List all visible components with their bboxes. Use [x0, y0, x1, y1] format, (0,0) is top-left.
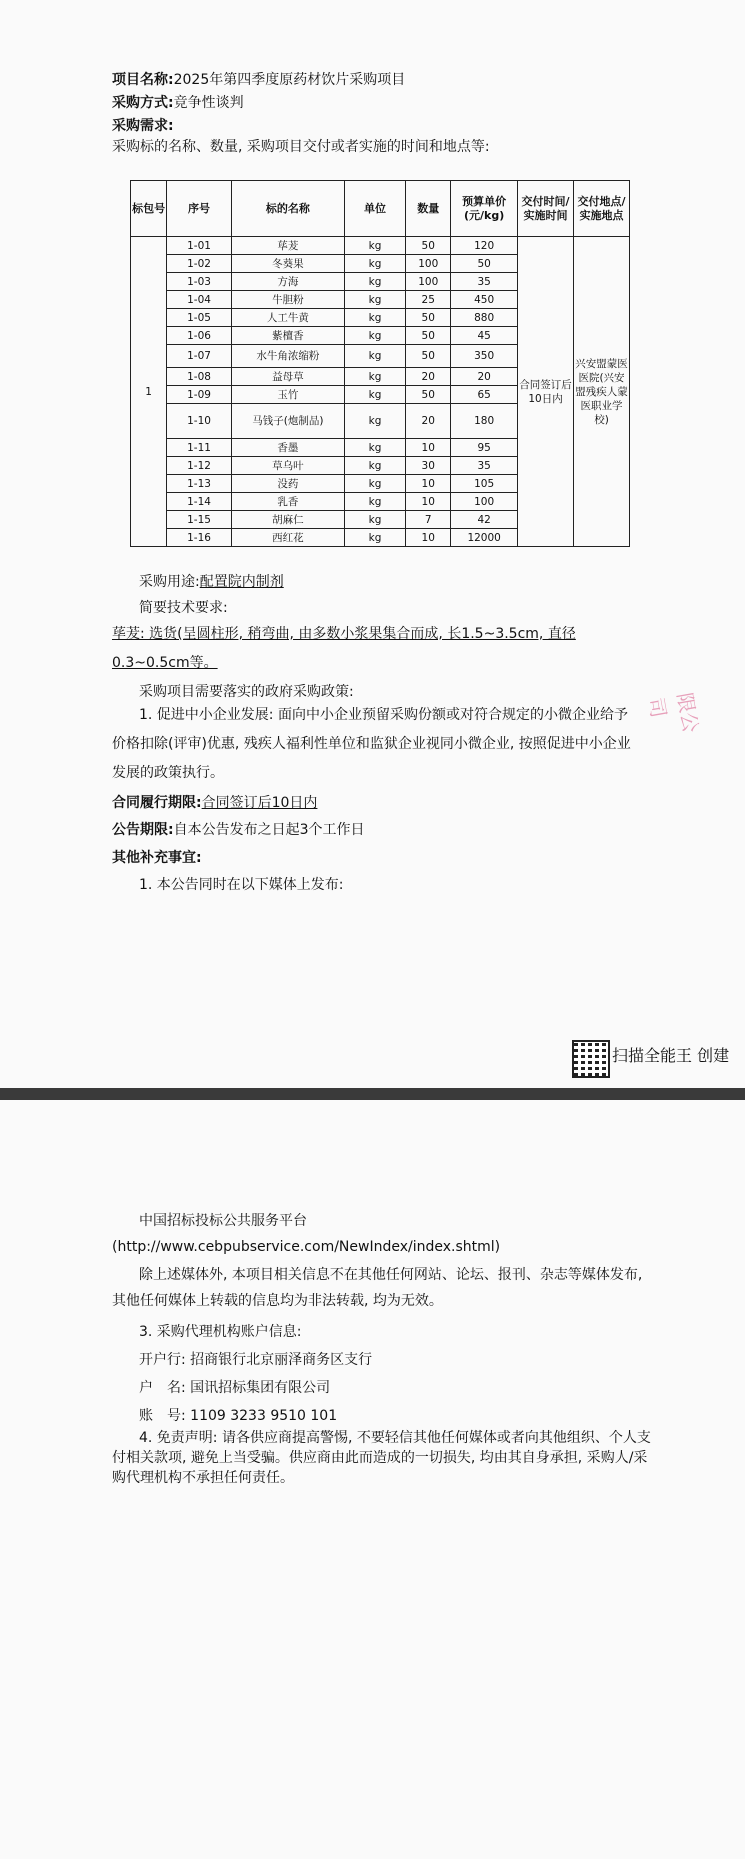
row-qty: 20: [406, 404, 451, 439]
row-price: 45: [451, 327, 518, 345]
row-name: 马钱子(炮制品): [231, 404, 344, 439]
th-no: 序号: [167, 181, 232, 237]
row-name: 没药: [231, 475, 344, 493]
page-separator: [0, 1088, 745, 1100]
row-no: 1-13: [167, 475, 232, 493]
notice-line: [112, 820, 365, 840]
row-unit: kg: [344, 368, 405, 386]
media-note: 除上述媒体外, 本项目相关信息不在其他任何网站、论坛、报刊、杂志等媒体发布, 其他任何媒体上转载的信息均为非法转载, 均为无效。: [112, 1267, 643, 1309]
method-label: 采购方式:: [112, 95, 174, 111]
row-price: 350: [451, 345, 518, 368]
row-qty: 50: [406, 309, 451, 327]
row-no: 1-07: [167, 345, 232, 368]
row-qty: 20: [406, 368, 451, 386]
row-no: 1-15: [167, 511, 232, 529]
row-unit: kg: [344, 386, 405, 404]
row-unit: kg: [344, 457, 405, 475]
usage: 配置院内制剂: [199, 574, 284, 590]
project-name-label: 项目名称:: [112, 72, 174, 88]
row-unit: kg: [344, 529, 405, 547]
usage-line: [139, 572, 284, 592]
th-delivery-place: 交付地点/实施地点: [574, 181, 630, 237]
delivery-time-cell: 合同签订后10日内: [518, 237, 574, 547]
method: 竞争性谈判: [173, 95, 244, 111]
row-qty: 10: [406, 475, 451, 493]
project-name-line: [112, 70, 405, 90]
row-price: 100: [451, 493, 518, 511]
tech-text: 荜茇: 选货(呈圆柱形, 稍弯曲, 由多数小浆果集合而成, 长1.5~3.5cm, 直径0.3~0.5cm等。: [112, 626, 576, 671]
row-name: 方海: [231, 273, 344, 291]
policy-label: 采购项目需要落实的政府采购政策:: [139, 684, 354, 700]
th-price: 预算单价(元/kg): [451, 181, 518, 237]
row-name: 水牛角浓缩粉: [231, 345, 344, 368]
row-qty: 100: [406, 273, 451, 291]
th-delivery-time: 交付时间/实施时间: [518, 181, 574, 237]
row-qty: 10: [406, 493, 451, 511]
row-no: 1-12: [167, 457, 232, 475]
qr-code-icon: [572, 1040, 610, 1078]
row-price: 880: [451, 309, 518, 327]
usage-label: 采购用途:: [139, 574, 200, 590]
row-no: 1-06: [167, 327, 232, 345]
bank-line: 开户行: 招商银行北京丽泽商务区支行: [139, 1352, 373, 1368]
row-unit: kg: [344, 493, 405, 511]
row-name: 西红花: [231, 529, 344, 547]
row-price: 180: [451, 404, 518, 439]
row-name: 冬葵果: [231, 255, 344, 273]
row-qty: 30: [406, 457, 451, 475]
row-price: 50: [451, 255, 518, 273]
row-qty: 50: [406, 327, 451, 345]
row-qty: 25: [406, 291, 451, 309]
policy-text: 1. 促进中小企业发展: 面向中小企业预留采购份额或对符合规定的小微企业给予价格扣除(评审)优惠, 残疾人福利性单位和监狱企业视同小微企业, 按照促进中小企业发展的政策执行。: [112, 707, 631, 781]
row-name: 香墨: [231, 439, 344, 457]
row-no: 1-10: [167, 404, 232, 439]
row-unit: kg: [344, 511, 405, 529]
disclaimer: 4. 免责声明: 请各供应商提高警惕, 不要轻信其他任何媒体或者向其他组织、个人支付相关款项, 避免上当受骗。供应商由此而造成的一切损失, 均由其自身承担, 采购人/采购代理机构不承担任何责任。: [112, 1430, 651, 1486]
row-unit: kg: [344, 475, 405, 493]
notice-label: 公告期限:: [112, 822, 174, 838]
row-price: 105: [451, 475, 518, 493]
row-qty: 10: [406, 529, 451, 547]
row-no: 1-11: [167, 439, 232, 457]
row-name: 益母草: [231, 368, 344, 386]
row-price: 120: [451, 237, 518, 255]
th-qty: 数量: [406, 181, 451, 237]
project-name: 2025年第四季度原药材饮片采购项目: [173, 72, 406, 88]
other-label: 其他补充事宜:: [112, 850, 202, 866]
row-name: 荜茇: [231, 237, 344, 255]
row-unit: kg: [344, 273, 405, 291]
row-unit: kg: [344, 255, 405, 273]
row-no: 1-04: [167, 291, 232, 309]
row-qty: 50: [406, 237, 451, 255]
company-seal-stamp: 限公司: [643, 690, 704, 735]
notice: 自本公告发布之日起3个工作日: [173, 822, 365, 838]
contract-line: [112, 793, 317, 813]
contract-label: 合同履行期限:: [112, 795, 202, 811]
row-no: 1-01: [167, 237, 232, 255]
row-price: 35: [451, 457, 518, 475]
row-qty: 50: [406, 386, 451, 404]
row-unit: kg: [344, 404, 405, 439]
row-price: 12000: [451, 529, 518, 547]
row-name: 人工牛黄: [231, 309, 344, 327]
row-price: 65: [451, 386, 518, 404]
row-price: 42: [451, 511, 518, 529]
row-no: 1-05: [167, 309, 232, 327]
row-unit: kg: [344, 237, 405, 255]
row-name: 乳香: [231, 493, 344, 511]
row-name: 紫檀香: [231, 327, 344, 345]
row-no: 1-16: [167, 529, 232, 547]
row-qty: 100: [406, 255, 451, 273]
row-unit: kg: [344, 345, 405, 368]
procurement-table: [130, 180, 630, 547]
document-page-2: [0, 1100, 745, 1859]
row-qty: 7: [406, 511, 451, 529]
row-name: 草乌叶: [231, 457, 344, 475]
method-line: [112, 93, 244, 113]
row-unit: kg: [344, 309, 405, 327]
row-qty: 10: [406, 439, 451, 457]
th-unit: 单位: [344, 181, 405, 237]
row-qty: 50: [406, 345, 451, 368]
row-no: 1-03: [167, 273, 232, 291]
contract: 合同签订后10日内: [201, 795, 318, 811]
row-name: 胡麻仁: [231, 511, 344, 529]
table-header-row: [131, 181, 630, 237]
row-no: 1-14: [167, 493, 232, 511]
needs-intro: 采购标的名称、数量, 采购项目交付或者实施的时间和地点等:: [112, 139, 490, 155]
account-no-line: 账 号: 1109 3233 9510 101: [139, 1408, 338, 1424]
row-no: 1-02: [167, 255, 232, 273]
th-package: 标包号: [131, 181, 167, 237]
row-price: 450: [451, 291, 518, 309]
row-name: 牛胆粉: [231, 291, 344, 309]
platform-line: 中国招标投标公共服务平台(http://www.cebpubservice.com/NewIndex/index.shtml): [112, 1213, 501, 1255]
row-no: 1-09: [167, 386, 232, 404]
delivery-place-cell: 兴安盟蒙医医院(兴安盟残疾人蒙医职业学校): [574, 237, 630, 547]
row-price: 35: [451, 273, 518, 291]
row-price: 20: [451, 368, 518, 386]
table-row: [131, 237, 630, 255]
tech-label: 简要技术要求:: [139, 600, 228, 616]
row-unit: kg: [344, 327, 405, 345]
scanner-watermark: 扫描全能王 创建: [612, 1046, 730, 1065]
account-title: 3. 采购代理机构账户信息:: [139, 1324, 302, 1340]
row-unit: kg: [344, 291, 405, 309]
row-unit: kg: [344, 439, 405, 457]
th-name: 标的名称: [231, 181, 344, 237]
needs-label: 采购需求:: [112, 118, 174, 134]
package-cell: 1: [131, 237, 167, 547]
row-price: 95: [451, 439, 518, 457]
account-name-line: 户 名: 国讯招标集团有限公司: [139, 1380, 331, 1396]
row-no: 1-08: [167, 368, 232, 386]
row-name: 玉竹: [231, 386, 344, 404]
other-item-1: 1. 本公告同时在以下媒体上发布:: [139, 877, 344, 893]
